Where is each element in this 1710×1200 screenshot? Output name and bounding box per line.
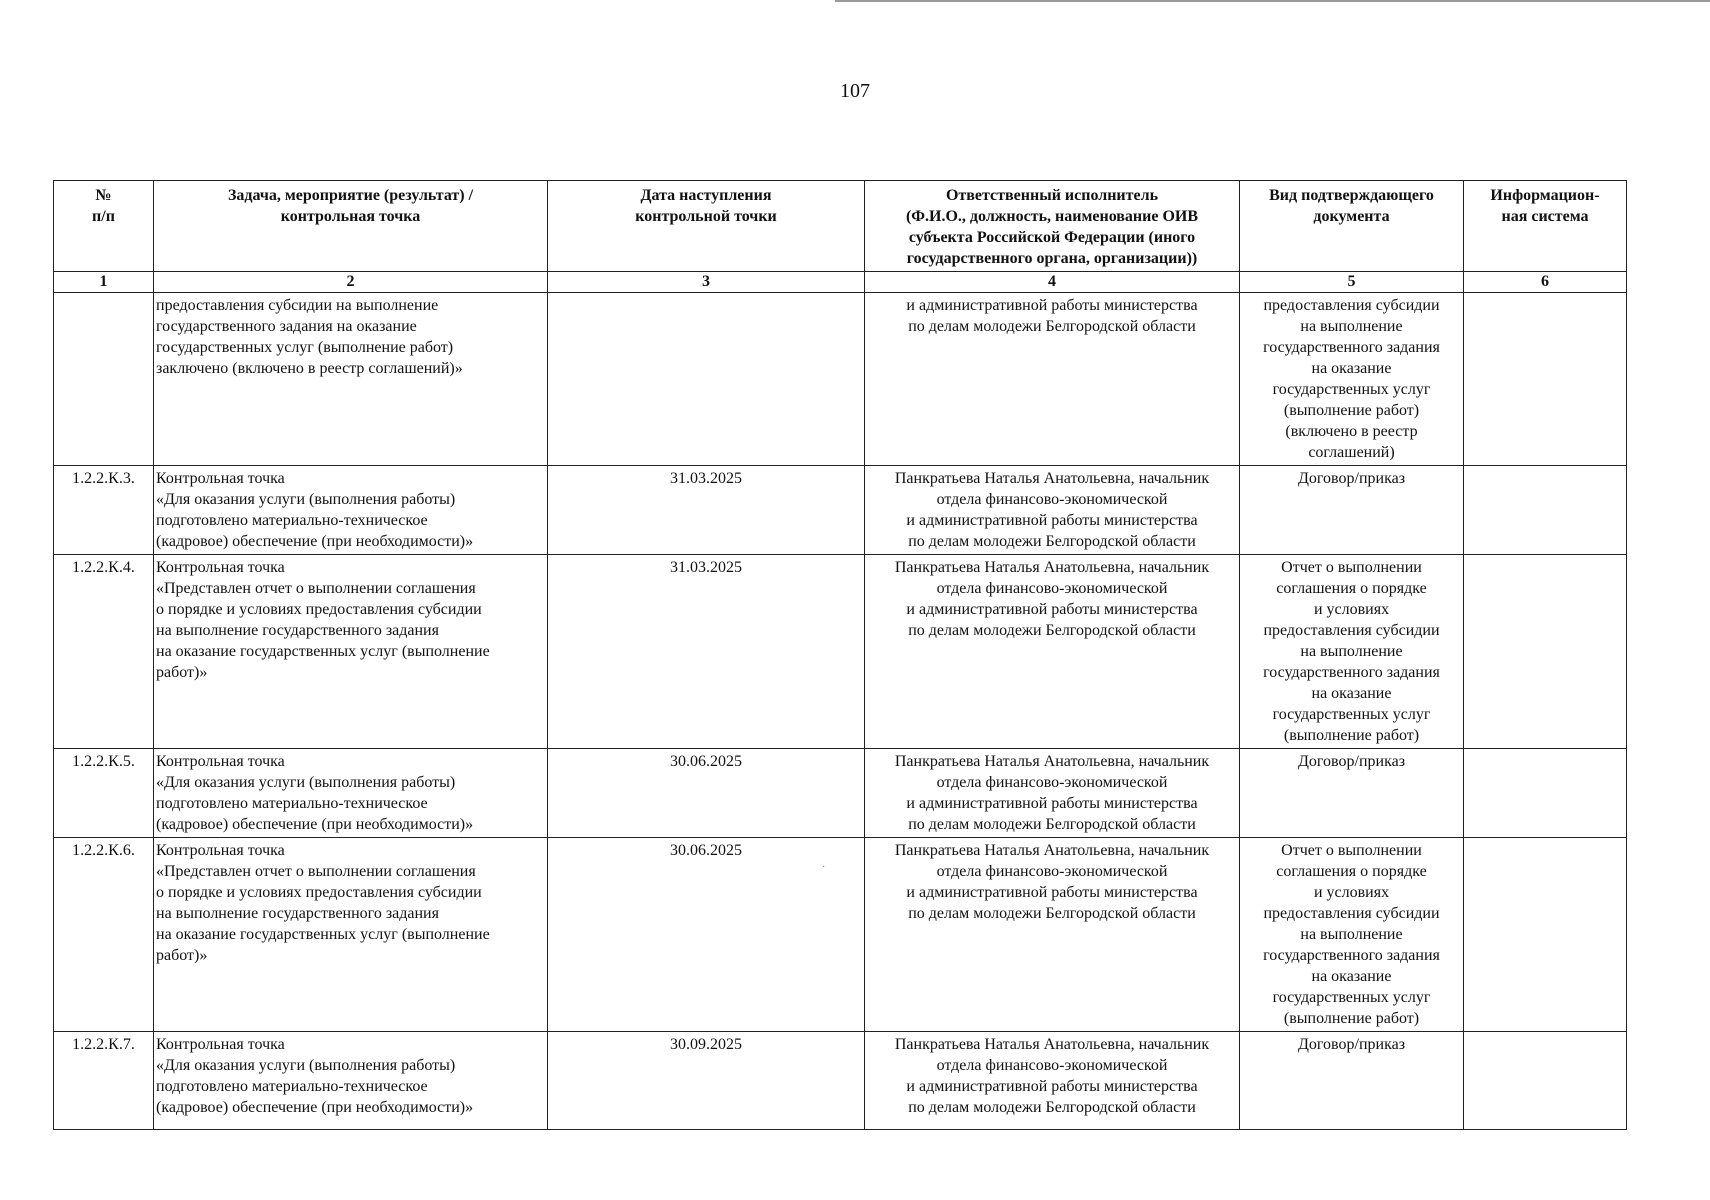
text-line: заключено (включено в реестр соглашений)» [156,360,463,377]
text-line: по делам молодежи Белгородской области [908,905,1196,922]
text-line: Контрольная точка [156,753,285,770]
system-cell [1464,1032,1627,1130]
date-cell: 30.06.2025 [548,838,865,1032]
text-line: (кадровое) обеспечение (при необходимости)» [156,816,474,833]
responsible-cell [865,293,1240,466]
text-line: государственного задания [1263,339,1440,356]
date-cell: 31.03.2025 [548,555,865,749]
system-cell [1464,838,1627,1032]
text-line: государственного задания [1263,664,1440,681]
text-line: на оказание [1311,685,1392,702]
text-line: соглашения о порядке [1276,580,1427,597]
text-line: Контрольная точка [156,559,285,576]
text-line: «Для оказания услуги (выполнения работы) [156,491,456,508]
text-line: о порядке и условиях предоставления субсидии [156,601,482,618]
text-line: Дата наступления [640,187,772,204]
text-line: предоставления субсидии на выполнение [156,297,439,314]
text-line: соглашений) [1308,444,1395,461]
responsible-cell [865,1032,1240,1130]
date-cell: 31.03.2025 [548,466,865,555]
date-cell: 30.09.2025 [548,1032,865,1130]
text-line: Ответственный исполнитель [945,187,1159,204]
text-line: и административной работы министерства [906,1078,1198,1095]
text-line: п/п [92,208,115,225]
column-number: 3 [548,272,865,293]
text-line: (кадровое) обеспечение (при необходимости)» [156,533,474,550]
row-number: 1.2.2.К.4. [54,555,154,749]
text-line: и административной работы министерства [906,884,1198,901]
text-line: отдела финансово-экономической [936,863,1168,880]
system-cell [1464,555,1627,749]
header-document [1240,181,1464,272]
text-line: Панкратьева Наталья Анатольевна, начальник [894,842,1210,859]
column-number: 5 [1240,272,1464,293]
text-line: Панкратьева Наталья Анатольевна, начальник [894,559,1210,576]
table-row [54,466,1627,555]
text-line: Вид подтверждающего [1269,187,1434,204]
text-line: (выполнение работ) [1283,1010,1420,1027]
responsible-cell [865,466,1240,555]
text-line: государственного органа, организации)) [906,250,1198,267]
responsible-cell [865,749,1240,838]
text-line: и административной работы министерства [906,601,1198,618]
text-line: «Представлен отчет о выполнении соглашения [156,863,476,880]
task-cell [154,749,548,838]
text-line: Контрольная точка [156,842,285,859]
text-line: отдела финансово-экономической [936,580,1168,597]
scan-top-rule [835,0,1710,2]
table-row [54,838,1627,1032]
text-line: по делам молодежи Белгородской области [908,1099,1196,1116]
text-line: контрольная точка [280,208,421,225]
document-cell [1240,749,1464,838]
text-line: подготовлено материально-техническое [156,1078,428,1095]
header-responsible [865,181,1240,272]
table-row [54,1032,1627,1130]
row-number [54,293,154,466]
header-system [1464,181,1627,272]
text-line: предоставления субсидии [1263,297,1440,314]
text-line: Контрольная точка [156,470,285,487]
text-line: по делам молодежи Белгородской области [908,816,1196,833]
row-number: 1.2.2.К.5. [54,749,154,838]
text-line: (включено в реестр [1285,423,1418,440]
text-line: (выполнение работ) [1283,402,1420,419]
text-line: документа [1313,208,1390,225]
text-line: и условиях [1313,884,1390,901]
text-line: субъекта Российской Федерации (иного [908,229,1196,246]
text-line: на выполнение [1300,318,1403,335]
text-line: отдела финансово-экономической [936,1057,1168,1074]
text-line: (Ф.И.О., должность, наименование ОИВ [905,208,1199,225]
document-cell [1240,838,1464,1032]
text-line: «Для оказания услуги (выполнения работы) [156,774,456,791]
scan-speck: · [822,862,826,873]
task-cell [154,838,548,1032]
text-line: на оказание [1311,360,1392,377]
text-line: государственных услуг (выполнение работ) [156,339,454,356]
text-line: государственных услуг [1272,381,1431,398]
text-line: подготовлено материально-техническое [156,512,428,529]
row-number: 1.2.2.К.6. [54,838,154,1032]
task-cell [154,1032,548,1130]
text-line: по делам молодежи Белгородской области [908,318,1196,335]
text-line: Договор/приказ [1297,470,1406,487]
text-line: № [95,187,112,204]
text-line: Договор/приказ [1297,753,1406,770]
text-line: на выполнение государственного задания [156,622,439,639]
column-number: 4 [865,272,1240,293]
text-line: на выполнение [1300,926,1403,943]
page-number: 107 [840,80,870,102]
table-row [54,293,1627,466]
text-line: Панкратьева Наталья Анатольевна, начальник [894,470,1210,487]
text-line: (кадровое) обеспечение (при необходимости)» [156,1099,474,1116]
text-line: ная система [1501,208,1589,225]
text-line: о порядке и условиях предоставления субсидии [156,884,482,901]
system-cell [1464,293,1627,466]
text-line: и административной работы министерства [906,512,1198,529]
row-number: 1.2.2.К.7. [54,1032,154,1130]
text-line: государственного задания [1263,947,1440,964]
text-line: Договор/приказ [1297,1036,1406,1053]
table-body [54,293,1627,1130]
header-date [548,181,865,272]
header-task [154,181,548,272]
task-cell [154,466,548,555]
system-cell [1464,749,1627,838]
text-line: предоставления субсидии [1263,905,1440,922]
text-line: Отчет о выполнении [1281,842,1422,859]
header-number [54,181,154,272]
document-cell [1240,1032,1464,1130]
text-line: отдела финансово-экономической [936,491,1168,508]
table-row [54,749,1627,838]
document-cell [1240,293,1464,466]
column-number-row [54,272,1627,293]
text-line: Панкратьева Наталья Анатольевна, начальник [894,753,1210,770]
text-line: по делам молодежи Белгородской области [908,533,1196,550]
header-row [54,181,1627,272]
column-number: 1 [54,272,154,293]
control-points-table [53,180,1627,1130]
responsible-cell [865,838,1240,1032]
text-line: государственных услуг [1272,706,1431,723]
text-line: «Для оказания услуги (выполнения работы) [156,1057,456,1074]
table-row [54,555,1627,749]
text-line: Информацион- [1490,187,1600,204]
text-line: и административной работы министерства [906,795,1198,812]
text-line: на оказание [1311,968,1392,985]
text-line: «Представлен отчет о выполнении соглашения [156,580,476,597]
text-line: контрольной точки [635,208,777,225]
responsible-cell [865,555,1240,749]
text-line: Задача, мероприятие (результат) / [227,187,474,204]
task-cell [154,555,548,749]
text-line: Отчет о выполнении [1281,559,1422,576]
text-line: и административной работы министерства [906,297,1198,314]
task-cell [154,293,548,466]
text-line: на выполнение [1300,643,1403,660]
text-line: Контрольная точка [156,1036,285,1053]
text-line: (выполнение работ) [1283,727,1420,744]
text-line: предоставления субсидии [1263,622,1440,639]
text-line: по делам молодежи Белгородской области [908,622,1196,639]
document-cell [1240,466,1464,555]
text-line: государственных услуг [1272,989,1431,1006]
text-line: отдела финансово-экономической [936,774,1168,791]
system-cell [1464,466,1627,555]
text-line: и условиях [1313,601,1390,618]
date-cell [548,293,865,466]
text-line: работ)» [156,947,208,964]
column-number: 2 [154,272,548,293]
row-number: 1.2.2.К.3. [54,466,154,555]
document-cell [1240,555,1464,749]
column-number: 6 [1464,272,1627,293]
date-cell: 30.06.2025 [548,749,865,838]
text-line: подготовлено материально-техническое [156,795,428,812]
text-line: Панкратьева Наталья Анатольевна, начальник [894,1036,1210,1053]
text-line: государственного задания на оказание [156,318,417,335]
text-line: на оказание государственных услуг (выполнение [156,926,490,943]
text-line: работ)» [156,664,208,681]
text-line: на выполнение государственного задания [156,905,439,922]
text-line: соглашения о порядке [1276,863,1427,880]
text-line: на оказание государственных услуг (выполнение [156,643,490,660]
